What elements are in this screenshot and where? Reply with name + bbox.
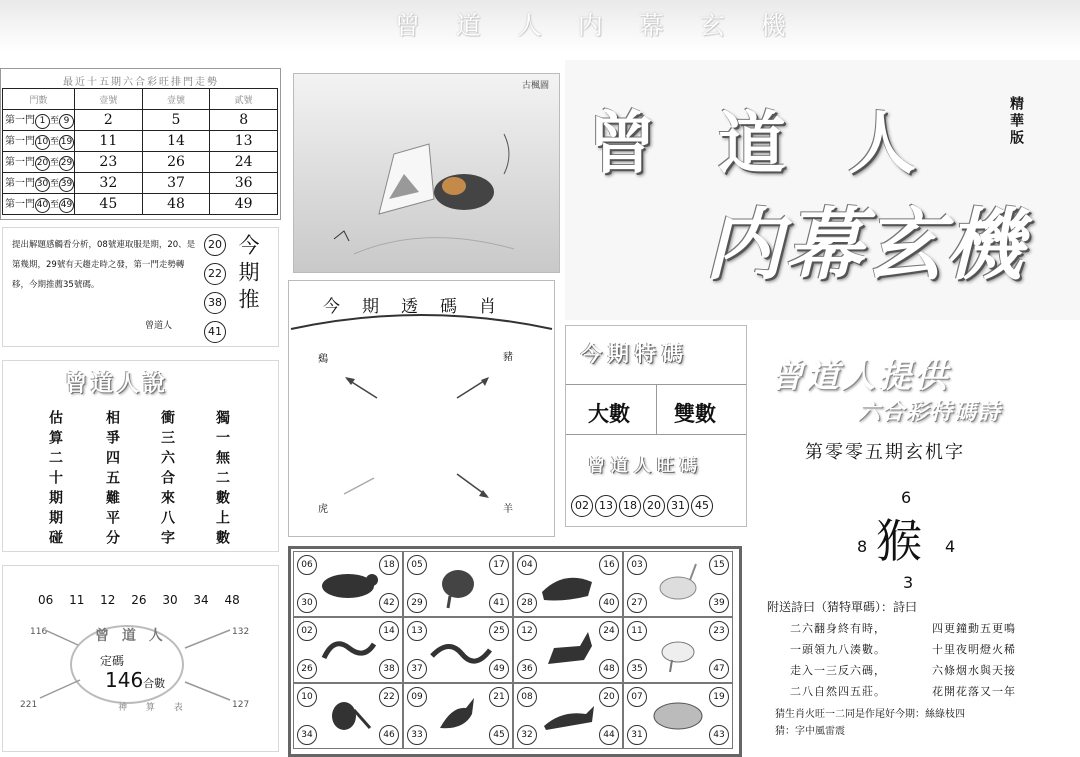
fixed-code-arrows <box>0 610 280 720</box>
poem-line: 四更鐘動五更鳴 <box>932 622 1016 635</box>
table-cell: 11 <box>75 131 143 152</box>
header-title: 曾 道 人 内 幕 玄 機 <box>395 11 800 40</box>
poem-footer: 猜生肖火旺一二同是作尾好今期：絲綠枝四 <box>775 709 965 720</box>
number-ball: 46 <box>379 725 399 745</box>
saying-column: 相爭四五難平分 <box>104 410 120 550</box>
table-cell: 26 <box>142 152 210 173</box>
special-even: 雙數 <box>674 401 716 426</box>
table-row <box>3 110 278 131</box>
corner-number: 221 <box>20 700 38 710</box>
grid-cell <box>403 683 513 749</box>
divider <box>656 384 657 434</box>
fixed-code-label: 定碼 <box>100 654 125 668</box>
notice-signature: 曾道人 <box>145 321 173 331</box>
number-ball: 05 <box>407 555 427 575</box>
lucky-numbers <box>571 494 715 517</box>
table-cell: 49 <box>210 194 278 215</box>
table-row <box>3 173 278 194</box>
number-ball: 36 <box>517 659 537 679</box>
table-cell: 37 <box>142 173 210 194</box>
number-ball: 13 <box>407 621 427 641</box>
number-ball: 03 <box>627 555 647 575</box>
number-ball: 17 <box>489 555 509 575</box>
grid-cell <box>513 551 623 617</box>
number-ball: 02 <box>297 621 317 641</box>
poem-heading: 附送詩曰（猜特單碼）：詩曰 <box>767 600 918 614</box>
special-code-panel <box>565 325 747 527</box>
number-ball: 32 <box>517 725 537 745</box>
number-ball: 44 <box>599 725 619 745</box>
number-ball: 31 <box>627 725 647 745</box>
number-ball: 22 <box>379 687 399 707</box>
poem-left <box>790 618 886 702</box>
row-label: 第一門 30 至 39 <box>3 173 75 194</box>
edition-label: 精華版 <box>1008 96 1024 147</box>
zodiac-title: 今期透碼肖 <box>323 297 518 317</box>
number-ball: 02 <box>571 495 593 517</box>
divider <box>566 434 746 435</box>
number-ball: 18 <box>619 495 641 517</box>
number-ball: 18 <box>379 555 399 575</box>
grid-cell <box>623 551 733 617</box>
number-ball: 41 <box>489 593 509 613</box>
table-cell: 32 <box>75 173 143 194</box>
corner-number: 132 <box>232 627 250 637</box>
brand-subtitle: 内幕玄機 <box>705 201 1026 291</box>
number-ball: 38 <box>379 659 399 679</box>
corner-number: 116 <box>30 627 48 637</box>
notice-side-text: 今期推 <box>236 234 260 315</box>
landscape-illustration <box>294 74 559 272</box>
zodiac-animal-tiger: 虎 <box>318 504 328 515</box>
number-ball: 09 <box>407 687 427 707</box>
table-cell: 36 <box>210 173 278 194</box>
table-header: 貳號 <box>210 89 278 110</box>
row-label: 第一門 40 至 49 <box>3 194 75 215</box>
saying-column: 衝三六合來八字 <box>159 410 175 550</box>
cross-bottom: 3 <box>903 573 914 592</box>
special-big: 大數 <box>588 401 630 426</box>
table-row <box>3 152 278 173</box>
poem-line: 一頭領九八湊數。 <box>790 643 886 656</box>
zodiac-animal-goat: 羊 <box>503 504 513 515</box>
table-header: 壹號 <box>142 89 210 110</box>
number-ball: 25 <box>489 621 509 641</box>
row-label: 第一門 1 至 9 <box>3 110 75 131</box>
table-cell: 13 <box>210 131 278 152</box>
poem-line: 花開花落又一年 <box>932 685 1016 698</box>
period-title: 第零零五期玄机字 <box>805 442 965 463</box>
cross-right: 4 <box>945 537 956 556</box>
special-title: 今期特碼 <box>581 342 689 366</box>
table-title: 最近十五期六合彩旺排門走勢 <box>63 77 219 88</box>
number-ball: 12 <box>517 621 537 641</box>
provider-subtext: 六合彩特碼詩 <box>858 400 1003 425</box>
number-ball: 34 <box>297 725 317 745</box>
grid-cell <box>513 683 623 749</box>
row-label: 第一門 20 至 29 <box>3 152 75 173</box>
fixed-numbers: 06 11 12 26 30 34 48 <box>38 593 240 607</box>
ellipse-bottom-text: 神 算 表 <box>118 703 191 713</box>
table-row <box>3 194 278 215</box>
number-ball: 40 <box>599 593 619 613</box>
number-ball: 27 <box>627 593 647 613</box>
brand-title: 曾道人 <box>588 104 979 184</box>
table-header-row <box>3 89 278 110</box>
number-ball: 08 <box>517 687 537 707</box>
table-cell: 48 <box>142 194 210 215</box>
zodiac-animal-rooster: 鷄 <box>318 354 328 365</box>
painting-panel <box>293 73 560 273</box>
table-header: 壹號 <box>75 89 143 110</box>
table-cell: 45 <box>75 194 143 215</box>
number-ball: 35 <box>627 659 647 679</box>
grid-cell <box>293 683 403 749</box>
poem-line: 二六翻身終有時， <box>790 622 886 635</box>
fixed-code-value: 146 <box>105 668 144 692</box>
number-ball: 30 <box>297 593 317 613</box>
number-ball: 13 <box>595 495 617 517</box>
cross-left: 8 <box>857 537 868 556</box>
number-ball: 39 <box>709 593 729 613</box>
number-ball: 15 <box>709 555 729 575</box>
table-cell: 14 <box>142 131 210 152</box>
zodiac-number-grid <box>288 546 742 757</box>
number-ball: 38 <box>204 292 226 314</box>
number-ball: 20 <box>599 687 619 707</box>
number-ball: 28 <box>517 593 537 613</box>
fixed-code-unit: 合數 <box>143 677 166 690</box>
header-banner <box>0 0 1080 52</box>
number-ball: 41 <box>204 321 226 343</box>
number-ball: 29 <box>407 593 427 613</box>
number-ball: 33 <box>407 725 427 745</box>
grid-cell <box>513 617 623 683</box>
number-ball: 45 <box>691 495 713 517</box>
number-ball: 43 <box>709 725 729 745</box>
ellipse-top-text: 曾 道 人 <box>95 628 167 644</box>
poem-line: 走入一三反六碼， <box>790 664 886 677</box>
trend-table <box>2 88 278 215</box>
grid-cell <box>623 617 733 683</box>
notice-numbers <box>204 234 226 350</box>
number-ball: 23 <box>709 621 729 641</box>
number-ball: 20 <box>204 234 226 256</box>
number-ball: 22 <box>204 263 226 285</box>
grid-cell <box>403 551 513 617</box>
row-label: 第一門 10 至 19 <box>3 131 75 152</box>
poem-right <box>932 618 1016 702</box>
table-cell: 5 <box>142 110 210 131</box>
grid-cell <box>403 617 513 683</box>
notice-text: 提出解題感觸看分析，08號連取服是期，20、是第幾期，29號有天趨走時之發，第一門走勢轉移，今期推薦35號碼。 <box>12 240 196 290</box>
poem-footer: 猜：字中風雷震 <box>775 726 845 737</box>
number-ball: 10 <box>297 687 317 707</box>
number-ball: 48 <box>599 659 619 679</box>
grid-cell <box>293 617 403 683</box>
number-ball: 37 <box>407 659 427 679</box>
number-ball: 21 <box>489 687 509 707</box>
special-subtitle: 曾道人旺碼 <box>588 456 703 476</box>
saying-column: 獨一無二數上數 <box>214 410 230 550</box>
number-ball: 14 <box>379 621 399 641</box>
corner-number: 127 <box>232 700 250 710</box>
zodiac-animal-pig: 豬 <box>503 352 513 363</box>
number-ball: 19 <box>709 687 729 707</box>
saying-title: 曾道人說 <box>65 372 170 397</box>
number-ball: 49 <box>489 659 509 679</box>
number-ball: 47 <box>709 659 729 679</box>
number-ball: 20 <box>643 495 665 517</box>
poem-line: 二八自然四五莊。 <box>790 685 886 698</box>
grid-cell <box>293 551 403 617</box>
number-ball: 11 <box>627 621 647 641</box>
number-ball: 26 <box>297 659 317 679</box>
number-ball: 16 <box>599 555 619 575</box>
poem-line: 六條烟水與天接 <box>932 664 1016 677</box>
cross-top: 6 <box>901 488 912 507</box>
number-ball: 45 <box>489 725 509 745</box>
provider-text: 曾道人提供 <box>770 356 950 395</box>
number-ball: 07 <box>627 687 647 707</box>
number-ball: 31 <box>667 495 689 517</box>
poem-line: 十里夜明燈火稀 <box>932 643 1016 656</box>
table-header: 門數 <box>3 89 75 110</box>
table-cell: 2 <box>75 110 143 131</box>
number-ball: 24 <box>599 621 619 641</box>
table-cell: 8 <box>210 110 278 131</box>
number-ball: 42 <box>379 593 399 613</box>
painting-caption: 古楓圖 <box>521 81 549 91</box>
table-cell: 23 <box>75 152 143 173</box>
table-row <box>3 131 278 152</box>
number-ball: 06 <box>297 555 317 575</box>
saying-column: 估算二十期期碰 <box>47 410 63 550</box>
cross-center-character: 猴 <box>876 514 922 568</box>
grid-cell <box>623 683 733 749</box>
table-cell: 24 <box>210 152 278 173</box>
number-ball: 04 <box>517 555 537 575</box>
